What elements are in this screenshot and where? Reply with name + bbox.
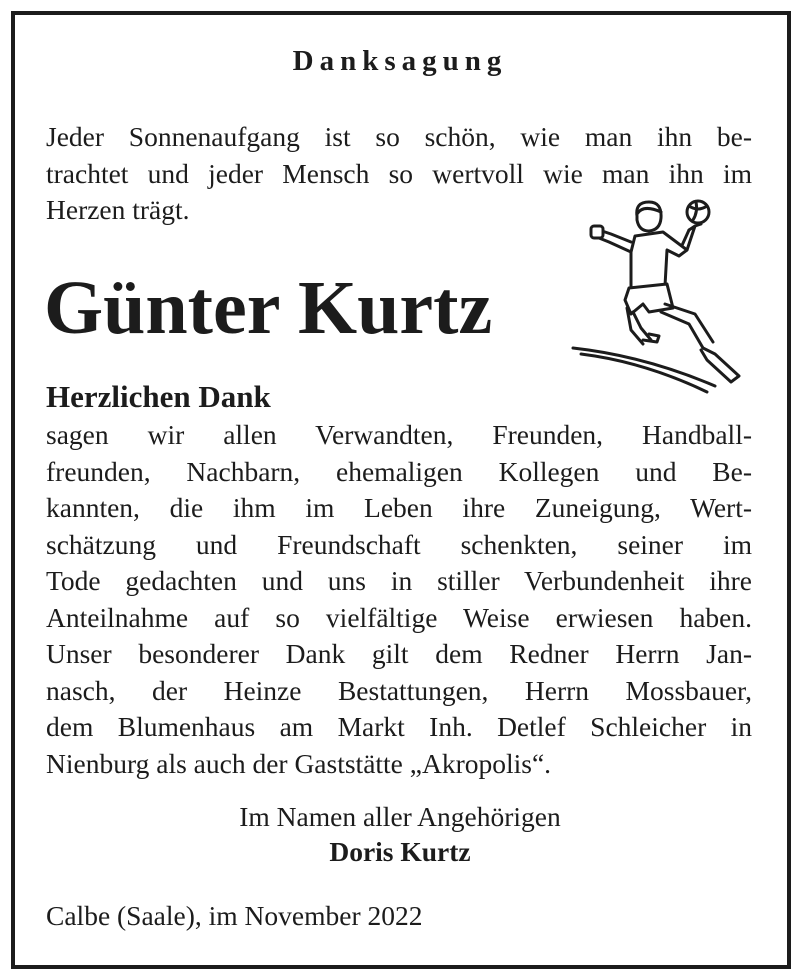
notice-heading: Danksagung bbox=[292, 45, 508, 77]
place-date: Calbe (Saale), im November 2022 bbox=[46, 900, 423, 931]
thanks-line: sagen wir allen Verwandten, Freunden, Handball- bbox=[46, 419, 752, 450]
thanks-line: Unser besonderer Dank gilt dem Redner Herrn Jan- bbox=[46, 638, 752, 669]
thanks-line: nasch, der Heinze Bestattungen, Herrn Mossbauer, bbox=[46, 674, 752, 706]
thanks-line: schätzung und Freundschaft schenkten, seiner im bbox=[46, 528, 752, 560]
signer-name: Doris Kurtz bbox=[329, 836, 471, 867]
quote-line: Herzen trägt. bbox=[46, 194, 190, 225]
signoff-text: Im Namen aller Angehörigen bbox=[239, 801, 561, 832]
deceased-name: Günter Kurtz bbox=[44, 266, 493, 350]
handball-player-icon bbox=[565, 190, 755, 400]
thanks-line: kannten, die ihm im Leben ihre Zuneigung, Wert- bbox=[46, 492, 752, 523]
thanks-heading: Herzlichen Dank bbox=[46, 379, 271, 414]
thanks-line: Anteilnahme auf so vielfältige Weise erwiesen haben. bbox=[46, 601, 752, 633]
quote-line: Jeder Sonnenaufgang ist so schön, wie man ihn be- bbox=[46, 121, 752, 152]
thanks-line: dem Blumenhaus am Markt Inh. Detlef Schleicher in bbox=[46, 711, 752, 742]
thanks-line: Nienburg als auch der Gaststätte „Akropolis“. bbox=[46, 747, 552, 779]
quote-line: trachtet und jeder Mensch so wertvoll wie man ihn im bbox=[46, 157, 752, 189]
thanks-paragraph bbox=[46, 417, 752, 782]
thanks-line: freunden, Nachbarn, ehemaligen Kollegen und Be- bbox=[46, 455, 752, 487]
thanks-line: Tode gedachten und uns in stiller Verbundenheit ihre bbox=[46, 565, 752, 596]
